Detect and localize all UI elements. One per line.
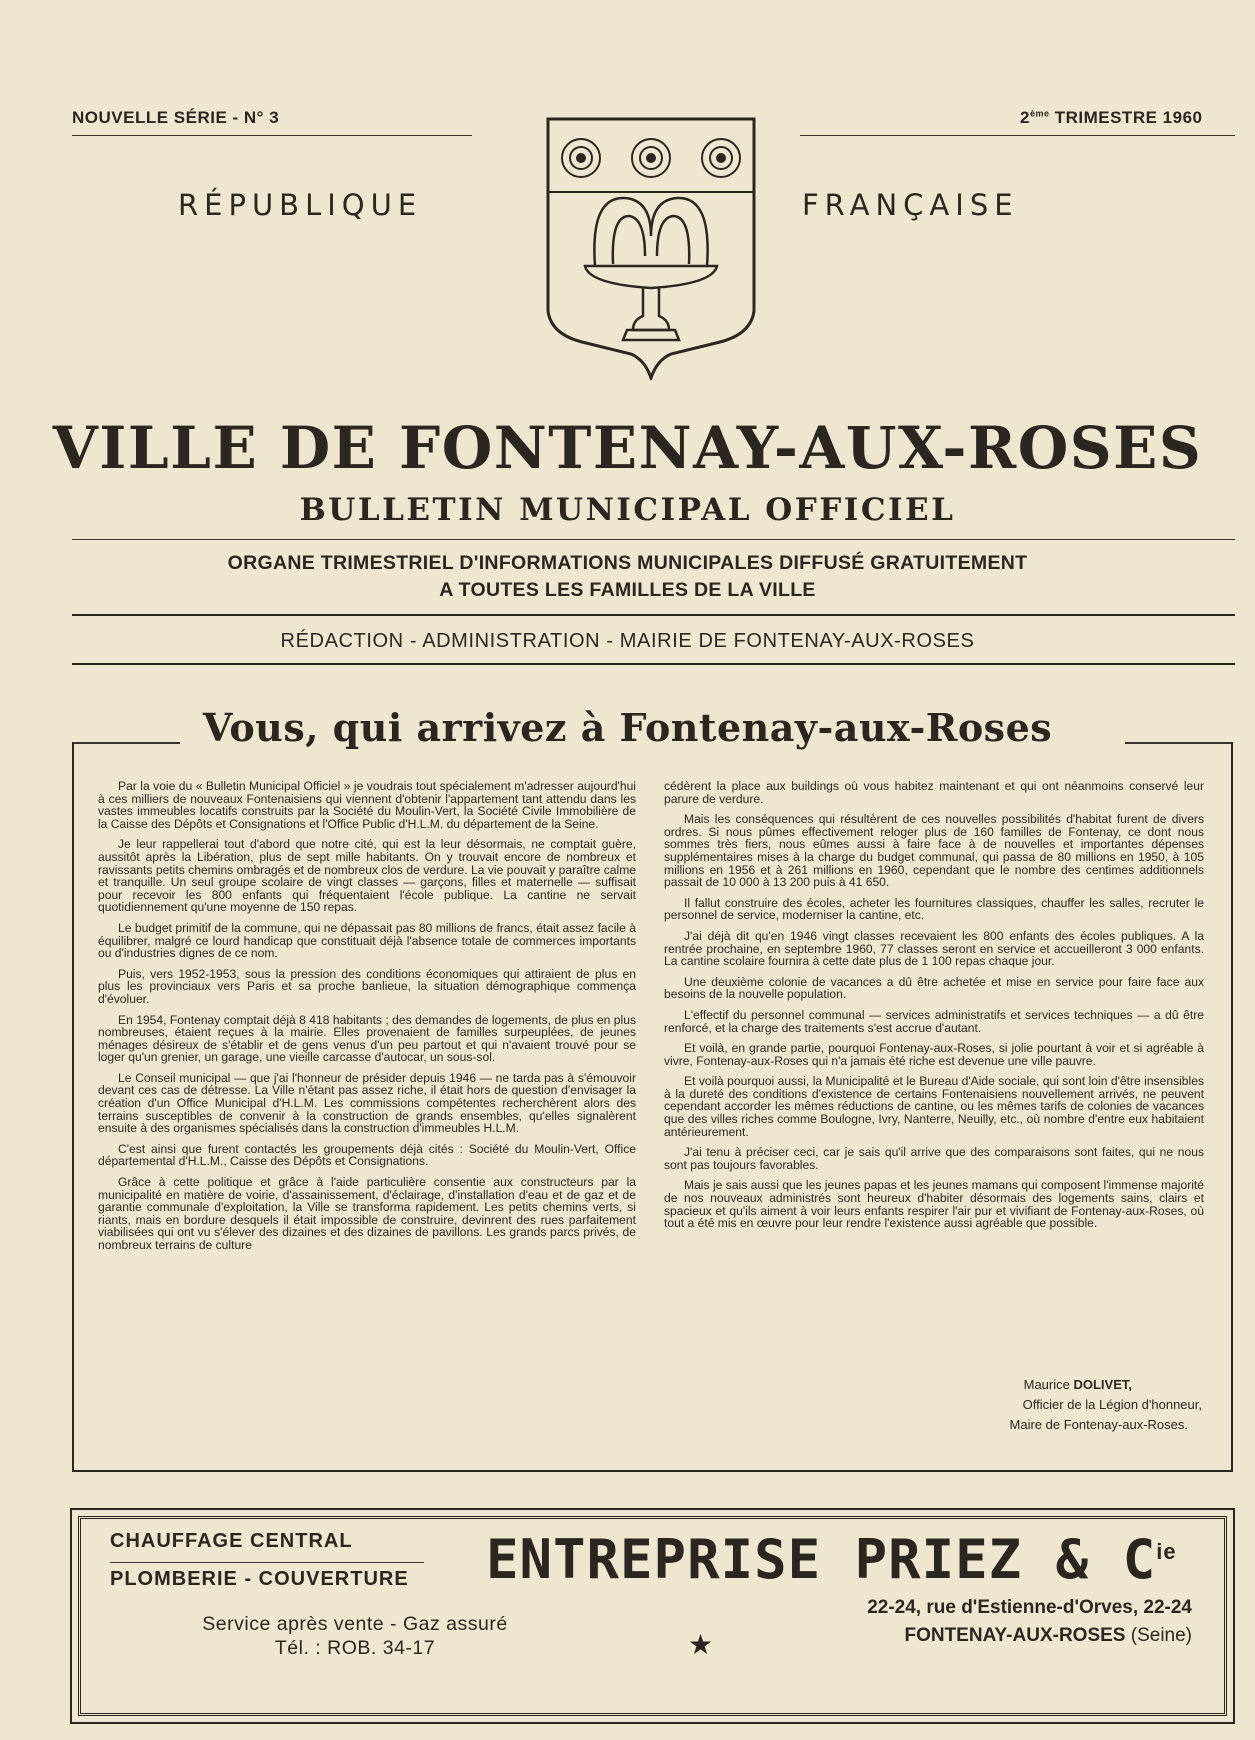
article-title: Vous, qui arrivez à Fontenay-aux-Roses	[202, 705, 1053, 750]
paragraph: C'est ainsi que furent contactés les groupements déjà cités : Société du Moulin-Vert, Office départemental d'H.L.M., Caisse des Dépôts et Consignations.	[98, 1141, 636, 1169]
organe-rule	[72, 614, 1235, 616]
star-icon: ★	[688, 1629, 714, 1660]
redaction-rule	[72, 663, 1235, 665]
paragraph: Et voilà pourquoi aussi, la Municipalité et le Bureau d'Aide sociale, qui sont loin d'être insensibles à la dureté des conditions d'existence de certains Fontenaisiens nouvellement arrivés, ne peuvent cependant accorder les mêmes réductions de cantine, ou les mêmes tarifs de colonies de vacances que des villes riches comme Boulogne, Ivry, Nanterre, Neuilly, etc., où nombre d'entre eux habitaient antérieurement.	[664, 1074, 1204, 1139]
paragraph: En 1954, Fontenay comptait déjà 8 418 habitants ; des demandes de logements, de plus en plus nombreuses, étaient reçues à la mairie. Elles provenaient de familles surpeuplées, de jeunes ménages désireux de s'établir et de gens venus d'un peu partout et qui n'avaient trouvé pour se loger qu'un grenier, un garage, une vieille carcasse d'autocar, un sous-sol.	[98, 1012, 636, 1065]
article-column-left	[98, 780, 636, 1260]
masthead-subtitle: BULLETIN MUNICIPAL OFFICIEL	[299, 492, 956, 528]
paragraph: Il fallut construire des écoles, acheter les fournitures classiques, chauffer les salles, recruter le personnel de service, moderniser la cantine, etc.	[664, 895, 1204, 923]
paragraph: Mais je sais aussi que les jeunes papas et les jeunes mamans qui composent l'immense majorité de nos nouveaux administrés sont heureux d'habiter désormais des logements sains, clairs et spacieux et qu'ils aiment à voir leurs enfants respirer l'air pur et vivifiant de Fontenay-aux-Roses, où tout a été mis en œuvre pour leur rendre l'existence aussi agréable que possible.	[664, 1178, 1204, 1231]
paragraph: Le budget primitif de la commune, qui ne dépassait pas 80 millions de francs, était assez facile à équilibrer, malgré ce lourd handicap que constituait déjà l'absence totale de commerces importants ou d'industries dignes de ce nom.	[98, 920, 636, 961]
masthead-title: VILLE DE FONTENAY-AUX-ROSES	[52, 414, 1203, 482]
coat-of-arms-emblem	[545, 116, 757, 380]
article-bottom-rule	[72, 1470, 1231, 1472]
advert-plumbing: PLOMBERIE - COUVERTURE	[110, 1568, 409, 1590]
paragraph: Je leur rappellerai tout d'abord que notre cité, qui est la leur désormais, ne comptait guère, aussitôt après la Libération, plus de sept mille habitants. On y trouvait encore de nombreux et ravissants petits chemins ombragés et de nombreux clos de verdure. La vie pouvait y paraître calme et tranquille. Un seul groupe scolaire de vingt classes — garçons, filles et maternelle — suffisait pour recevoir les 800 enfants qui fréquentaient l'école publique. La cantine ne servait quotidiennement qu'une moyenne de 150 repas.	[98, 837, 636, 915]
paragraph: Puis, vers 1952-1953, sous la pression des conditions économiques qui attiraient de plus en plus les provinciaux vers Paris et sa proche banlieue, la situation démographique commença d'évoluer.	[98, 966, 636, 1006]
advert-phone: Tél. : ROB. 34-17	[274, 1637, 436, 1659]
francaise-label: FRANÇAISE	[802, 188, 1019, 222]
advert-company-name: ENTREPRISE PRIEZ & $C^{ie}$	[486, 1528, 1177, 1591]
paragraph: Et voilà, en grande partie, pourquoi Fontenay-aux-Roses, si jolie pourtant à voir et si agréable à vivre, Fontenay-aux-Roses qui n'a jamais été riche est devenue une ville pauvre.	[664, 1041, 1204, 1068]
header-rule-right	[800, 135, 1235, 136]
advert-heating: CHAUFFAGE CENTRAL	[110, 1530, 353, 1552]
masthead-rule	[72, 539, 1235, 540]
header-rule-left	[72, 135, 472, 136]
signature-title: Officier de la Légion d'honneur,	[1022, 1397, 1202, 1412]
article-column-right	[664, 780, 1204, 1238]
paragraph: J'ai déjà dit qu'en 1946 vingt classes recevaient les 800 enfants des écoles publiques. A la rentrée prochaine, en septembre 1960, 77 classes seront en service et accueilleront 3 000 enfants. La cantine scolaire fournira à cette date plus de 1 100 repas chaque jour.	[664, 928, 1204, 969]
paragraph: Mais les conséquences qui résultèrent de ces nouvelles possibilités d'habitat furent de divers ordres. Si nous pûmes effectivement reloger plus de 160 familles de Fontenay, ce dont nous sommes très fiers, nous eûmes aussi à faire face à de nouvelles et importantes dépenses supplémentaires mises à la charge du budget communal, qui passa de 80 millions en 1950, à 105 millions en 1956 et à 261 millions en 1960, cependant que le nombre des centimes additionnels passait de 10 000 à 13 200 puis à 41 650.	[664, 812, 1204, 890]
trimestre-date: 2ème TRIMESTRE 1960	[1020, 108, 1203, 127]
paragraph: Grâce à cette politique et grâce à l'aide particulière consentie aux constructeurs par la municipalité en matière de voirie, d'assainissement, d'éclairage, d'installation d'eau et de gaz et de garantie communale d'exploitation, la Ville se transforma rapidement. Les petits chemins verts, si riants, mais en bordure desquels il était impossible de construire, devinrent des rues parfaitement viabilisées qui ont vu s'élever des dizaines et des dizaines de pavillons. Les grands parcs privés, de nombreux terrains de culture	[98, 1175, 636, 1252]
paragraph: Le Conseil municipal — que j'ai l'honneur de présider depuis 1946 — ne tarda pas à s'émouvoir devant ces cas de détresse. La Ville n'étant pas assez riche, il était hors de question d'envisager la création d'un Office Municipal d'H.L.M. Les commissions compétentes recherchèrent alors des terrains susceptibles de convenir à la construction de grands ensembles, qu'elles signalèrent ensuite à des organismes spécialisés dans la construction d'immeubles H.L.M.	[98, 1070, 636, 1136]
organe-description: ORGANE TRIMESTRIEL D'INFORMATIONS MUNICIPALES DIFFUSÉ GRATUITEMENT A TOUTES LES FAMILLES DE LA VILLE	[227, 552, 1028, 601]
series-number: NOUVELLE SÉRIE - N° 3	[72, 108, 280, 127]
signature-role: Maire de Fontenay-aux-Roses.	[1009, 1417, 1188, 1432]
advert-address: 22-24, rue d'Estienne-d'Orves, 22-24 FONTENAY-AUX-ROSES (Seine)	[867, 1597, 1192, 1646]
paragraph: J'ai tenu à préciser ceci, car je sais qu'il arrive que des comparaisons sont faites, qui ne nous sont pas toujours favorables.	[664, 1145, 1204, 1172]
advert-service: Service après vente - Gaz assuré Tél. : ROB. 34-17	[160, 1612, 550, 1660]
paragraph: L'effectif du personnel communal — services administratifs et services techniques — a dû être renforcé, et la charge des traitements s'est accrue d'autant.	[664, 1007, 1204, 1035]
paragraph: Une deuxième colonie de vacances a dû être achetée et mise en service pour faire face aux besoins de la nouvelle population.	[664, 974, 1204, 1002]
redaction-line: RÉDACTION - ADMINISTRATION - MAIRIE DE FONTENAY-AUX-ROSES	[280, 630, 975, 652]
advert-rule	[110, 1562, 424, 1563]
signature-block: Maurice DOLIVET, Officier de la Légion d'honneur, Maire de Fontenay-aux-Roses.	[860, 1375, 1202, 1435]
paragraph: cédèrent la place aux buildings où vous habitez maintenant et qui ont néanmoins conservé leur parure de verdure.	[664, 779, 1204, 806]
republique-label: RÉPUBLIQUE	[178, 188, 423, 222]
paragraph: Par la voie du « Bulletin Municipal Officiel » je voudrais tout spécialement m'adresser aujourd'hui à ces milliers de nouveaux Fontenaisiens qui viennent d'obtenir l'appartement tant attendu dans les vastes immeubles locatifs construits par la Société du Moulin-Vert, la Société Civile Immobilière de la Caisse des Dépôts et Consignations et l'Office Public d'H.L.M. du département de la Seine.	[98, 779, 636, 831]
